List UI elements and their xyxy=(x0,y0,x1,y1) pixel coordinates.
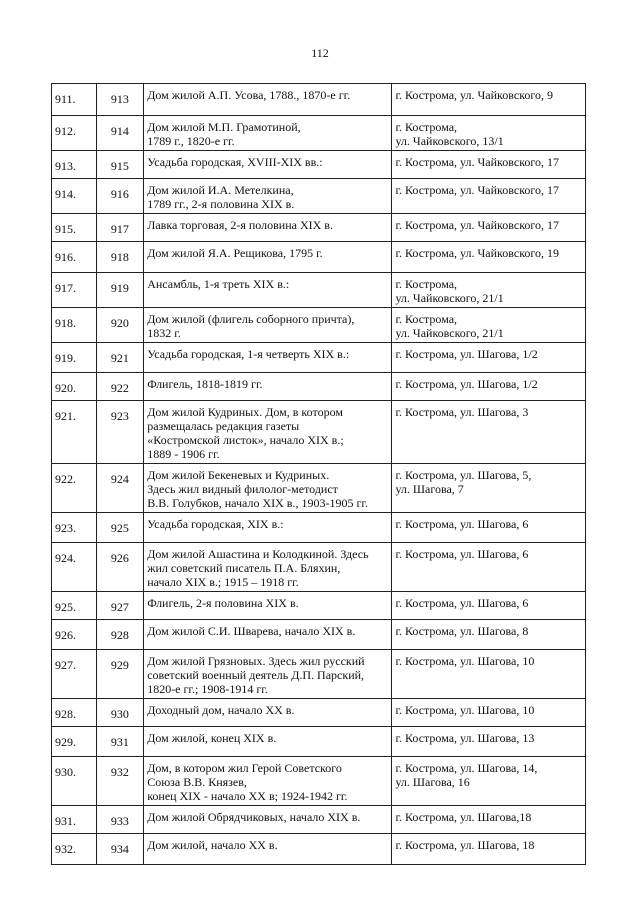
object-id: 915 xyxy=(110,159,129,173)
row-number-cell xyxy=(52,401,97,464)
object-name-cell xyxy=(144,513,392,543)
object-name-line: Дом жилой Ашастина и Колодкиной. Здесь xyxy=(147,547,369,561)
table-row xyxy=(52,116,586,151)
object-name-line: Союза В.В. Князев, xyxy=(147,775,247,789)
table-row xyxy=(52,84,586,116)
object-id: 931 xyxy=(110,735,129,749)
object-address-line: г. Кострома, ул. Шагова, 14, xyxy=(395,761,538,775)
object-id-cell xyxy=(96,242,144,273)
object-id-cell xyxy=(96,343,144,373)
row-number: 919. xyxy=(55,351,76,365)
row-number: 911. xyxy=(55,92,76,106)
object-name-cell xyxy=(144,116,392,151)
row-number-cell xyxy=(52,308,97,343)
row-number: 930. xyxy=(55,765,76,779)
object-name-line: Дом жилой Я.А. Рещикова, 1795 г. xyxy=(147,246,323,260)
table-row xyxy=(52,806,586,834)
object-id-cell xyxy=(96,650,144,699)
object-address-cell xyxy=(392,834,586,865)
object-address-line: ул. Шагова, 7 xyxy=(395,482,464,496)
object-name-line: размещалась редакция газеты xyxy=(147,419,300,433)
row-number: 912. xyxy=(55,124,76,138)
object-id-cell xyxy=(96,757,144,806)
table-row xyxy=(52,214,586,242)
row-number-cell xyxy=(52,727,97,757)
table-row xyxy=(52,592,586,620)
row-number: 932. xyxy=(55,842,76,856)
object-address-cell xyxy=(392,806,586,834)
row-number-cell xyxy=(52,343,97,373)
object-address-cell xyxy=(392,699,586,727)
object-address-cell xyxy=(392,592,586,620)
object-address-cell xyxy=(392,84,586,116)
object-name-line: Флигель, 2-я половина XIX в. xyxy=(147,596,299,610)
table-row xyxy=(52,650,586,699)
object-name-line: Дом жилой Кудриных. Дом, в котором xyxy=(147,405,343,419)
table-row xyxy=(52,401,586,464)
row-number-cell xyxy=(52,592,97,620)
object-name-line: Усадьба городская, 1-я четверть XIX в.: xyxy=(147,347,350,361)
row-number: 924. xyxy=(55,551,76,565)
object-name-line: Дом жилой С.И. Шварева, начало XIX в. xyxy=(147,624,356,638)
object-address-line: г. Кострома, ул. Шагова, 5, xyxy=(395,468,532,482)
object-address-line: г. Кострома, ул. Шагова, 3 xyxy=(395,405,529,419)
object-name-cell xyxy=(144,242,392,273)
object-address-cell xyxy=(392,308,586,343)
object-name-cell xyxy=(144,727,392,757)
table-row xyxy=(52,343,586,373)
row-number: 929. xyxy=(55,735,76,749)
object-address-line: г. Кострома, ул. Шагова, 1/2 xyxy=(395,377,538,391)
object-name-line: конец XIX - начало XX в; 1924-1942 гг. xyxy=(147,789,348,803)
table-row xyxy=(52,242,586,273)
table-row xyxy=(52,699,586,727)
object-id-cell xyxy=(96,620,144,650)
table-row xyxy=(52,543,586,592)
registry-table-body xyxy=(52,84,586,865)
object-name-line: Лавка торговая, 2-я половина XIX в. xyxy=(147,218,333,232)
row-number-cell xyxy=(52,543,97,592)
object-address-cell xyxy=(392,464,586,513)
object-id: 929 xyxy=(110,658,129,672)
object-name-line: 1789 г., 1820-е гг. xyxy=(147,134,235,148)
object-address-cell xyxy=(392,151,586,179)
row-number: 915. xyxy=(55,222,76,236)
object-id-cell xyxy=(96,592,144,620)
row-number: 918. xyxy=(55,316,76,330)
object-address-line: г. Кострома, ул. Чайковского, 17 xyxy=(395,155,560,169)
object-name-line: «Костромской листок», начало XIX в.; xyxy=(147,433,344,447)
object-id-cell xyxy=(96,806,144,834)
table-row xyxy=(52,373,586,401)
object-address-line: ул. Шагова, 16 xyxy=(395,775,470,789)
row-number: 926. xyxy=(55,628,76,642)
object-name-line: Доходный дом, начало XX в. xyxy=(147,703,295,717)
row-number: 916. xyxy=(55,250,76,264)
object-address-line: г. Кострома, ул. Шагова, 6 xyxy=(395,596,529,610)
table-row xyxy=(52,834,586,865)
object-id-cell xyxy=(96,214,144,242)
object-id-cell xyxy=(96,273,144,308)
object-name-cell xyxy=(144,699,392,727)
row-number-cell xyxy=(52,513,97,543)
object-name-line: В.В. Голубков, начало XIX в., 1903-1905 гг. xyxy=(147,496,368,510)
object-name-line: 1889 - 1906 гг. xyxy=(147,447,220,461)
object-address-line: г. Кострома, xyxy=(395,277,458,291)
object-name-line: жил советский писатель П.А. Бляхин, xyxy=(147,561,341,575)
object-name-line: советский военный деятель Д.П. Парский, xyxy=(147,668,365,682)
row-number: 928. xyxy=(55,707,76,721)
object-id: 927 xyxy=(110,600,129,614)
table-row xyxy=(52,179,586,214)
object-id-cell xyxy=(96,727,144,757)
table-row xyxy=(52,273,586,308)
object-name-cell xyxy=(144,757,392,806)
object-name-line: Флигель, 1818-1819 гг. xyxy=(147,377,263,391)
object-name-line: Здесь жил видный филолог-методист xyxy=(147,482,338,496)
object-address-cell xyxy=(392,343,586,373)
object-address-cell xyxy=(392,401,586,464)
object-name-line: 1832 г. xyxy=(147,326,181,340)
object-id-cell xyxy=(96,543,144,592)
object-name-cell xyxy=(144,592,392,620)
object-address-cell xyxy=(392,373,586,401)
row-number: 914. xyxy=(55,187,76,201)
object-name-line: Дом жилой М.П. Грамотиной, xyxy=(147,120,301,134)
object-address-line: г. Кострома, ул. Шагова, 10 xyxy=(395,654,535,668)
row-number-cell xyxy=(52,699,97,727)
object-address-cell xyxy=(392,116,586,151)
object-address-cell xyxy=(392,650,586,699)
row-number: 923. xyxy=(55,521,76,535)
row-number-cell xyxy=(52,273,97,308)
object-name-line: Усадьба городская, XVIII-XIX вв.: xyxy=(147,155,323,169)
page-number: 112 xyxy=(311,46,329,60)
object-name-cell xyxy=(144,151,392,179)
object-id: 934 xyxy=(110,842,129,856)
object-name-line: Усадьба городская, XIX в.: xyxy=(147,517,284,531)
object-address-line: г. Кострома, ул. Чайковского, 17 xyxy=(395,183,560,197)
object-id: 921 xyxy=(110,351,129,365)
object-address-line: ул. Чайковского, 21/1 xyxy=(395,291,504,305)
row-number-cell xyxy=(52,757,97,806)
row-number-cell xyxy=(52,116,97,151)
object-address-line: ул. Чайковского, 13/1 xyxy=(395,134,504,148)
object-id: 919 xyxy=(110,281,129,295)
object-name-cell xyxy=(144,273,392,308)
object-id: 920 xyxy=(110,316,129,330)
object-name-cell xyxy=(144,84,392,116)
object-name-line: Дом жилой Бекеневых и Кудриных. xyxy=(147,468,330,482)
row-number-cell xyxy=(52,806,97,834)
object-name-line: Дом жилой (флигель соборного причта), xyxy=(147,312,355,326)
object-address-line: г. Кострома, ул. Шагова, 8 xyxy=(395,624,529,638)
object-id-cell xyxy=(96,699,144,727)
table-row xyxy=(52,757,586,806)
object-id: 918 xyxy=(110,250,129,264)
object-name-line: 1789 гг., 2-я половина XIX в. xyxy=(147,197,295,211)
object-id-cell xyxy=(96,834,144,865)
object-id: 930 xyxy=(110,707,129,721)
row-number: 925. xyxy=(55,600,76,614)
object-address-line: г. Кострома, ул. Шагова, 6 xyxy=(395,547,529,561)
object-address-line: г. Кострома, ул. Шагова, 1/2 xyxy=(395,347,538,361)
object-id: 914 xyxy=(110,124,129,138)
object-id-cell xyxy=(96,116,144,151)
object-address-cell xyxy=(392,214,586,242)
object-name-line: Дом жилой Грязновых. Здесь жил русский xyxy=(147,654,365,668)
object-name-cell xyxy=(144,308,392,343)
object-address-line: г. Кострома, ул. Чайковского, 19 xyxy=(395,246,560,260)
row-number: 920. xyxy=(55,381,76,395)
row-number: 922. xyxy=(55,472,76,486)
object-address-cell xyxy=(392,273,586,308)
object-id-cell xyxy=(96,151,144,179)
object-name-line: Дом жилой Обрядчиковых, начало XIX в. xyxy=(147,810,361,824)
row-number-cell xyxy=(52,214,97,242)
row-number-cell xyxy=(52,650,97,699)
object-address-line: г. Кострома, ул. Шагова,18 xyxy=(395,810,532,824)
object-name-cell xyxy=(144,806,392,834)
row-number: 921. xyxy=(55,409,76,423)
row-number-cell xyxy=(52,464,97,513)
object-name-line: Ансамбль, 1-я треть XIX в.: xyxy=(147,277,290,291)
row-number-cell xyxy=(52,242,97,273)
object-id: 933 xyxy=(110,814,129,828)
object-id: 925 xyxy=(110,521,129,535)
row-number: 931. xyxy=(55,814,76,828)
object-address-line: г. Кострома, ул. Шагова, 10 xyxy=(395,703,535,717)
row-number: 927. xyxy=(55,658,76,672)
object-id-cell xyxy=(96,308,144,343)
row-number-cell xyxy=(52,179,97,214)
object-name-cell xyxy=(144,464,392,513)
object-id: 916 xyxy=(110,187,129,201)
object-address-line: г. Кострома, ул. Чайковского, 17 xyxy=(395,218,560,232)
object-name-cell xyxy=(144,650,392,699)
row-number-cell xyxy=(52,620,97,650)
object-id-cell xyxy=(96,84,144,116)
object-address-line: г. Кострома, xyxy=(395,312,458,326)
object-address-cell xyxy=(392,757,586,806)
object-name-line: Дом жилой И.А. Метелкина, xyxy=(147,183,294,197)
object-id-cell xyxy=(96,179,144,214)
row-number-cell xyxy=(52,834,97,865)
object-name-cell xyxy=(144,620,392,650)
object-name-line: Дом жилой, конец XIX в. xyxy=(147,731,277,745)
table-row xyxy=(52,727,586,757)
object-address-line: г. Кострома, ул. Шагова, 18 xyxy=(395,838,535,852)
object-id: 922 xyxy=(110,381,129,395)
row-number: 913. xyxy=(55,159,76,173)
object-name-cell xyxy=(144,179,392,214)
row-number-cell xyxy=(52,84,97,116)
object-id: 926 xyxy=(110,551,129,565)
object-name-cell xyxy=(144,343,392,373)
object-name-cell xyxy=(144,401,392,464)
object-name-line: Дом жилой А.П. Усова, 1788., 1870-е гг. xyxy=(147,88,351,102)
object-address-cell xyxy=(392,543,586,592)
object-address-line: г. Кострома, ул. Шагова, 6 xyxy=(395,517,529,531)
object-id-cell xyxy=(96,401,144,464)
object-id: 917 xyxy=(110,222,129,236)
object-id-cell xyxy=(96,373,144,401)
object-address-cell xyxy=(392,179,586,214)
object-id: 923 xyxy=(110,409,129,423)
object-id: 913 xyxy=(110,92,129,106)
object-name-line: Дом жилой, начало XX в. xyxy=(147,838,278,852)
object-address-line: г. Кострома, xyxy=(395,120,458,134)
table-row xyxy=(52,151,586,179)
object-address-cell xyxy=(392,620,586,650)
object-name-line: 1820-е гг.; 1908-1914 гг. xyxy=(147,682,268,696)
row-number-cell xyxy=(52,373,97,401)
object-address-line: г. Кострома, ул. Чайковского, 9 xyxy=(395,88,554,102)
object-id: 924 xyxy=(110,472,129,486)
object-name-cell xyxy=(144,834,392,865)
object-id: 932 xyxy=(110,765,129,779)
object-name-cell xyxy=(144,373,392,401)
object-name-cell xyxy=(144,543,392,592)
object-id-cell xyxy=(96,513,144,543)
table-row xyxy=(52,308,586,343)
object-name-line: начало XIX в.; 1915 – 1918 гг. xyxy=(147,575,299,589)
row-number: 917. xyxy=(55,281,76,295)
table-row xyxy=(52,513,586,543)
object-id-cell xyxy=(96,464,144,513)
object-name-cell xyxy=(144,214,392,242)
object-id: 928 xyxy=(110,628,129,642)
object-address-line: ул. Чайковского, 21/1 xyxy=(395,326,504,340)
heritage-registry-table xyxy=(51,83,586,865)
row-number-cell xyxy=(52,151,97,179)
object-name-line: Дом, в котором жил Герой Советского xyxy=(147,761,342,775)
object-address-line: г. Кострома, ул. Шагова, 13 xyxy=(395,731,535,745)
table-row xyxy=(52,620,586,650)
object-address-cell xyxy=(392,727,586,757)
object-address-cell xyxy=(392,513,586,543)
table-row xyxy=(52,464,586,513)
object-address-cell xyxy=(392,242,586,273)
